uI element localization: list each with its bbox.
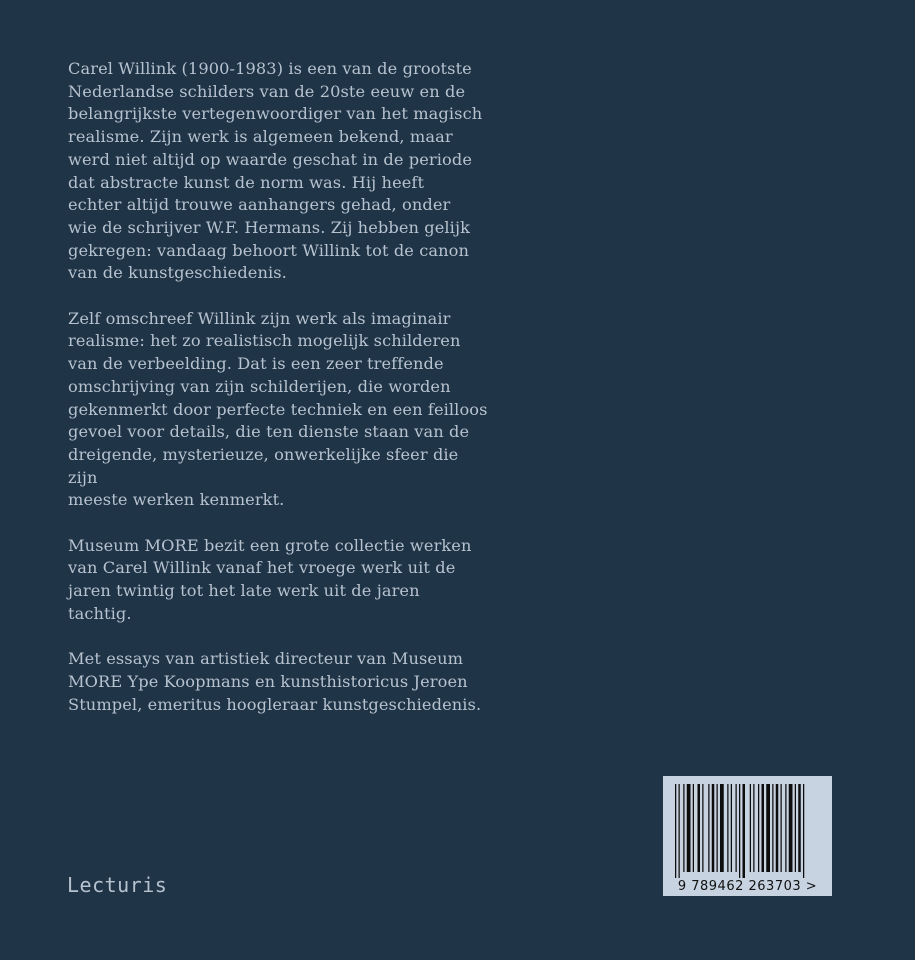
publisher-logo: Lecturis <box>67 873 168 897</box>
barcode-bar <box>698 784 701 872</box>
barcode-bar <box>675 784 676 878</box>
barcode-bar <box>712 784 715 872</box>
barcode-bar <box>731 784 732 872</box>
back-cover-blurb <box>68 58 488 739</box>
barcode-bar <box>789 784 793 872</box>
barcode-bar <box>687 784 691 872</box>
barcode-bar <box>736 784 737 872</box>
barcode-bar <box>739 784 740 878</box>
barcode-bar <box>708 784 709 872</box>
barcode-bar <box>758 784 759 872</box>
blurb-paragraph: Zelf omschreef Willink zijn werk als imaginair realisme: het zo realistisch mogelijk schilderen van de verbeelding. Dat is een zeer treffende omschrijving van zijn schilderijen, die worden gekenmerkt door perfecte techniek en een feilloos gevoel voor details, die ten dienste staan van de dreigende, mysterieuze, onwerkelijke sfeer die zijn meeste werken kenmerkt. <box>68 308 488 510</box>
barcode-bar <box>720 784 724 872</box>
barcode-bar <box>693 784 694 872</box>
barcode-bar <box>750 784 751 872</box>
barcode-bar <box>743 784 746 878</box>
isbn-barcode <box>663 776 832 896</box>
barcode-bar <box>727 784 728 872</box>
isbn-number: 9 789462 263703 > <box>677 879 818 894</box>
barcode-bar <box>717 784 718 872</box>
barcode-bar <box>766 784 770 872</box>
barcode-bar <box>753 784 754 872</box>
barcode-bar <box>702 784 703 872</box>
blurb-paragraph: Carel Willink (1900-1983) is een van de grootste Nederlandse schilders van de 20ste eeuw en de belangrijkste vertegenwoordiger van het magisch realisme. Zijn werk is algemeen bekend, maar werd niet altijd op waarde geschat in de periode dat abstracte kunst de norm was. Hij heeft echter altijd trouwe aanhangers gehad, onder wie de schrijver W.F. Hermans. Zij hebben gelijk gekregen: vandaag behoort Willink tot de canon van de kunstgeschiedenis. <box>68 59 483 283</box>
barcode-bar <box>776 784 779 872</box>
barcode-bar <box>772 784 773 872</box>
barcode-bar <box>795 784 796 872</box>
blurb-paragraph: Met essays van artistiek directeur van Museum MORE Ype Koopmans en kunsthistoricus Jeroen Stumpel, emeritus hoogleraar kunstgeschiedenis. <box>68 649 482 714</box>
barcode-bars <box>663 776 832 880</box>
barcode-bar <box>781 784 782 872</box>
barcode-bar <box>785 784 786 872</box>
barcode-bar <box>683 784 684 872</box>
barcode-bar <box>679 784 680 878</box>
blurb-paragraph: Museum MORE bezit een grote collectie werken van Carel Willink vanaf het vroege werk uit de jaren twintig tot het late werk uit de jaren tachtig. <box>68 535 472 623</box>
barcode-bar <box>803 784 804 878</box>
barcode-bar <box>798 784 801 872</box>
barcode-bar <box>762 784 765 872</box>
